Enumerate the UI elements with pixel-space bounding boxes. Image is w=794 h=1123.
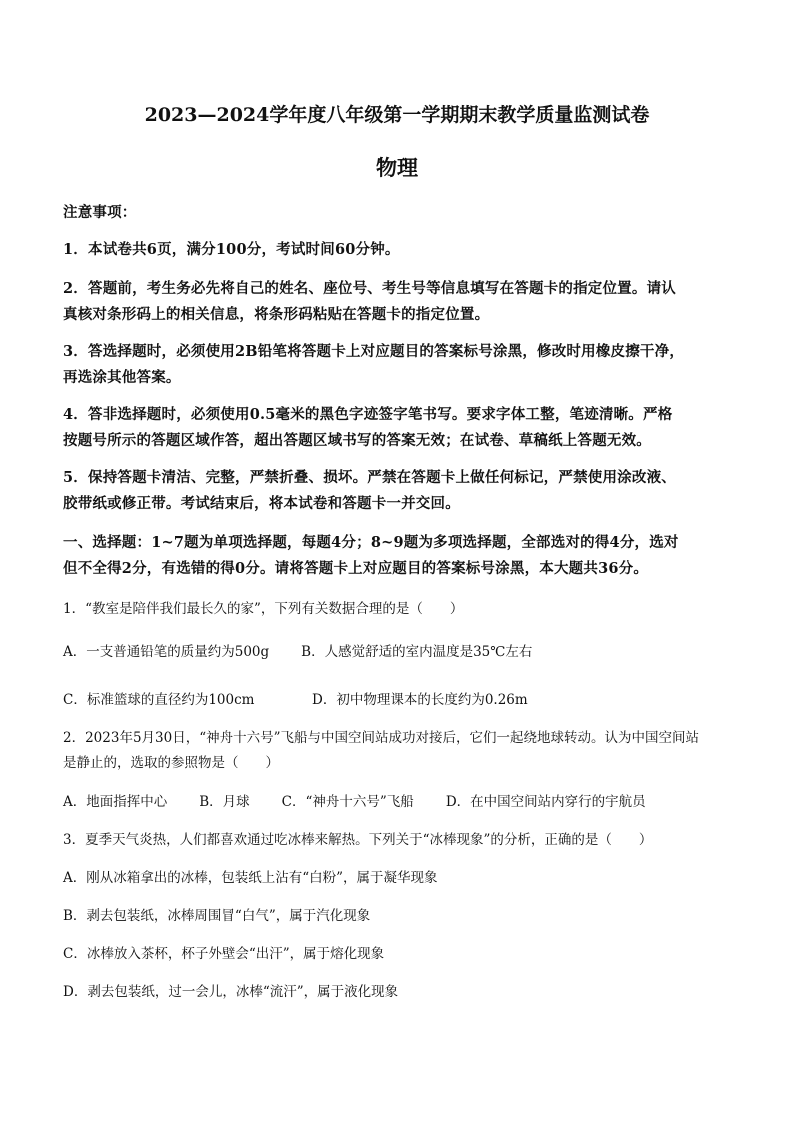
q1-stem: 1．“教室是陪伴我们最长久的家”，下列有关数据合理的是（ ） [63,601,464,617]
q3-option-d: D．剥去包装纸，过一会儿，冰棒“流汗”，属于液化现象 [63,984,399,1000]
notice-item: 按题号所示的答题区域作答，超出答题区域书写的答案无效；在试卷、草稿纸上答题无效。 [63,432,651,449]
notice-item: 1．本试卷共6页，满分100分，考试时间60分钟。 [63,241,400,258]
notice-item: 胶带纸或修正带。考试结束后，将本试卷和答题卡一并交回。 [63,495,460,512]
q3-option-b: B．剥去包装纸，冰棒周围冒“白气”，属于汽化现象 [63,908,371,924]
notice-item: 再选涂其他答案。 [63,369,181,386]
q2-option-a: A．地面指挥中心 [63,794,168,810]
notice-item: 5．保持答题卡清洁、完整，严禁折叠、损坏。严禁在答题卡上做任何标记，严禁使用涂改液、 [63,469,676,486]
q2-options-row [63,790,646,810]
q1-option-b: B．人感觉舒适的室内温度是35℃左右 [301,644,533,660]
notice-item: 3．答选择题时，必须使用2B铅笔将答题卡上对应题目的答案标号涂黑，修改时用橡皮擦干净， [63,343,685,360]
q1-option-d: D．初中物理课本的长度约为0.26m [312,692,528,708]
q1-option-c: C．标准篮球的直径约为100cm [63,692,255,708]
exam-title: 2023—2024学年度八年级第一学期期末教学质量监测试卷 [144,104,650,126]
q2-option-d: D．在中国空间站内穿行的宇航员 [445,794,646,810]
q3-stem: 3．夏季天气炎热，人们都喜欢通过吃冰棒来解热。下列关于“冰棒现象”的分析，正确的是（ ） [63,832,653,848]
notice-item: 4．答非选择题时，必须使用0.5毫米的黑色字迹签字笔书写。要求字体工整，笔迹清晰。严格 [63,406,673,423]
notice-item: 真核对条形码上的相关信息，将条形码粘贴在答题卡的指定位置。 [63,306,490,323]
subject-title: 物理 [376,155,418,180]
q2-stem: 是静止的，选取的参照物是（ ） [63,755,279,771]
q1-option-a: A．一支普通铅笔的质量约为500g [63,644,270,660]
notice-item: 2．答题前，考生务必先将自己的姓名、座位号、考生号等信息填写在答题卡的指定位置。请认 [63,280,676,297]
q2-option-b: B．月球 [199,794,250,810]
q1-options-row [63,640,532,660]
notice-heading: 注意事项： [63,204,137,221]
q2-option-c: C．“神舟十六号”飞船 [281,794,414,810]
section-instructions: 一、选择题：1~7题为单项选择题，每题4分；8~9题为多项选择题，全部选对的得4分，选对 [63,534,679,551]
q2-stem: 2．2023年5月30日，“神舟十六号”飞船与中国空间站成功对接后，它们一起绕地球转动。认为中国空间站 [63,730,700,746]
section-instructions: 但不全得2分，有选错的得0分。请将答题卡上对应题目的答案标号涂黑，本大题共36分。 [63,560,649,577]
q3-option-c: C．冰棒放入茶杯，杯子外壁会“出汗”，属于熔化现象 [63,946,385,962]
q3-option-a: A．刚从冰箱拿出的冰棒，包装纸上沾有“白粉”，属于凝华现象 [63,870,438,886]
